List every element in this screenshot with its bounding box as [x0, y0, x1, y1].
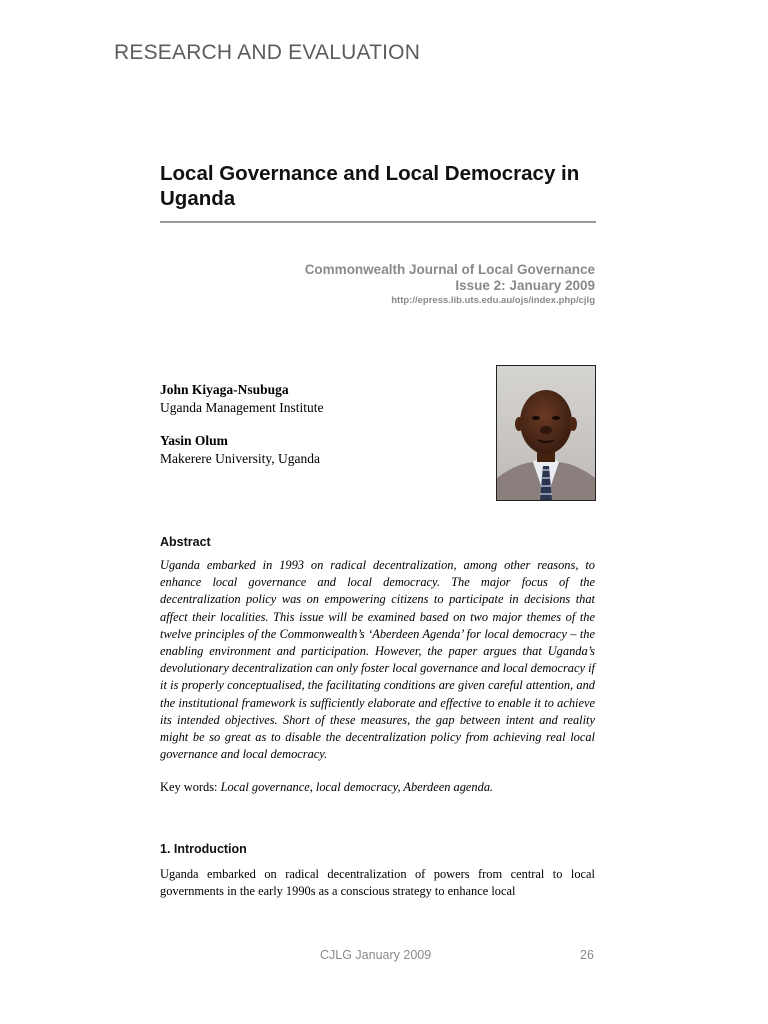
abstract-text: Uganda embarked in 1993 on radical decentralization, among other reasons, to enhance local governance and local democracy. The major focus of the decentralization policy was on empowering citizens to participate in decisions that affect their localities. This issue will be examined based on two major themes of the twelve principles of the Commonwealth’s ‘Aberdeen Agenda’ for local democracy – the enabling environment and participation. However, the paper argues that Uganda’s devolutionary decentralization can only foster local governance and local democracy if it is properly conceptualised, the facilitating conditions are given careful attention, and the institutional framework is sufficiently elaborate and effective to enable it to achieve its intended objectives. Short of these measures, the gap between intent and reality might be so great as to disable the decentralization policy from achieving real local governance and local democracy. — [160, 558, 595, 762]
journal-info — [305, 262, 595, 307]
article-title: Local Governance and Local Democracy in Uganda — [160, 162, 580, 210]
section-header: RESEARCH AND EVALUATION — [114, 41, 421, 64]
introduction-text: Uganda embarked on radical decentralization of powers from central to local governments in the early 1990s as a conscious strategy to enhance local — [160, 867, 595, 899]
introduction-heading: 1. Introduction — [160, 842, 247, 856]
journal-url[interactable]: http://epress.lib.uts.edu.au/ojs/index.php/cjlg — [391, 295, 595, 306]
author-affiliation: Uganda Management Institute — [160, 400, 324, 415]
keywords-label: Key words: — [160, 780, 218, 794]
abstract-heading: Abstract — [160, 535, 211, 549]
keywords — [160, 779, 600, 796]
author-name: Yasin Olum — [160, 433, 228, 448]
authors-block — [160, 381, 323, 468]
journal-issue: Issue 2: January 2009 — [455, 278, 595, 293]
keywords-values: Local governance, local democracy, Aberdeen agenda. — [220, 780, 494, 794]
author-affiliation: Makerere University, Uganda — [160, 451, 320, 466]
page-number: 26 — [580, 948, 594, 962]
title-divider — [160, 221, 596, 223]
footer-journal-date: CJLG January 2009 — [320, 948, 432, 962]
author-name: John Kiyaga-Nsubuga — [160, 382, 289, 397]
author-photo — [496, 365, 596, 501]
journal-name: Commonwealth Journal of Local Governance — [304, 262, 595, 277]
